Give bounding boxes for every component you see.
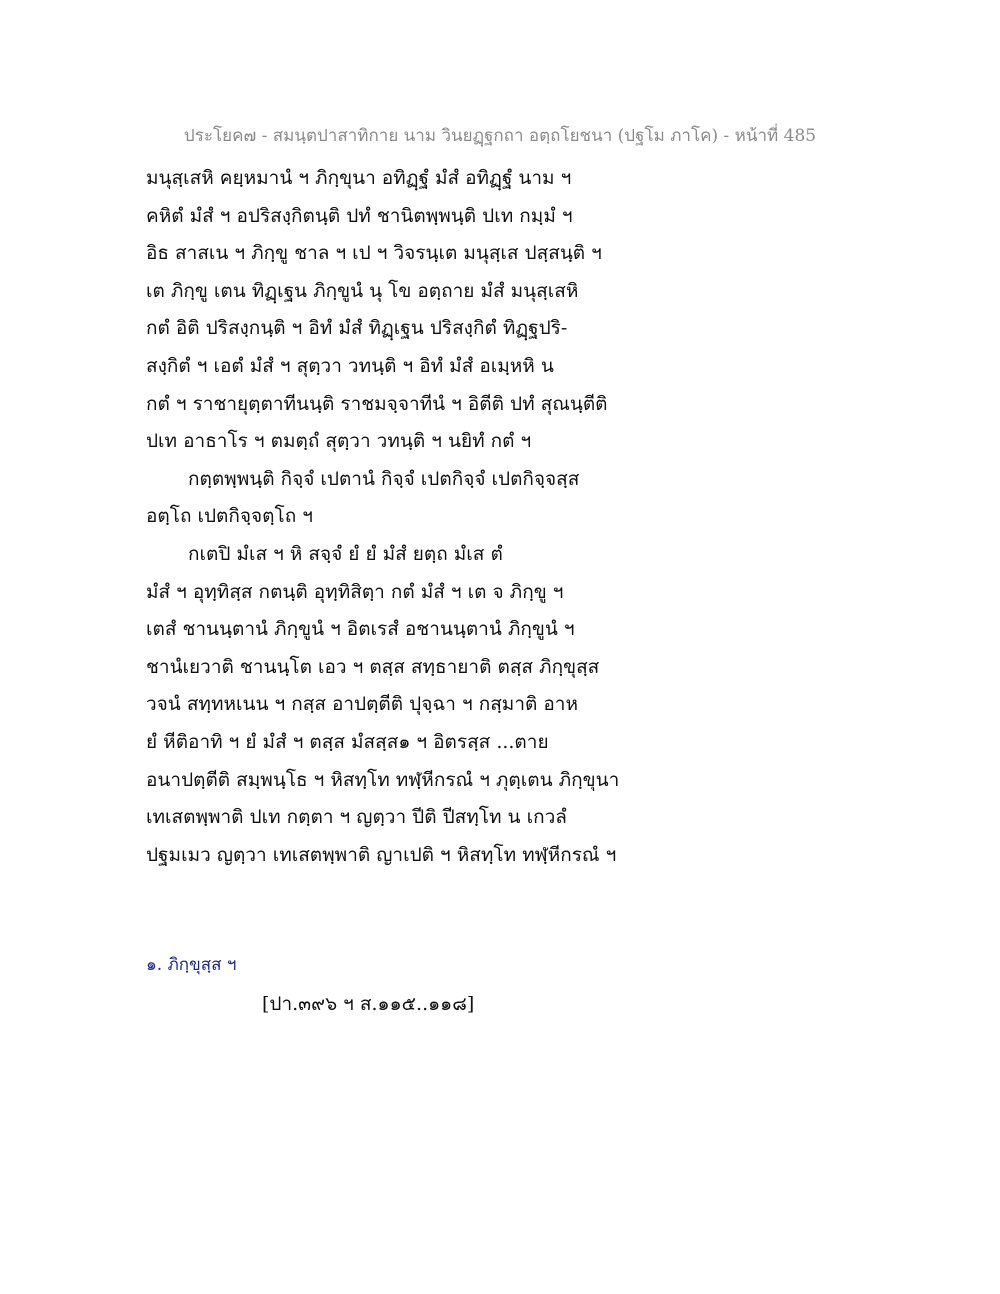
body-text [146,160,706,874]
page-reference: [ปา.๓๙๖ ฯ ส.๑๑๕..๑๑๘] [262,993,475,1015]
text-line: ปเท อาธาโร ฯ ตมตฺถํ สุตฺวา วทนฺติ ฯ นยิทํ กตํ ฯ [146,430,532,453]
text-line: กเตปิ มํเส ฯ หิ สจฺจํ ยํ ยํ มํสํ ยตฺถ มํเส ตํ [188,542,503,565]
text-line: คหิตํ มํสํ ฯ อปริสงฺกิตนฺติ ปทํ ชานิตพฺพนฺติ ปเท กมฺมํ ฯ [146,204,573,227]
text-line: ยํ หีติอาทิ ฯ ยํ มํสํ ฯ ตสฺส มํสสฺส๑ ฯ อิตรสฺส ...ตาย [146,730,549,753]
text-line: มํสํ ฯ อุทฺทิสฺส กตนฺติ อุทฺทิสิตฺา กตํ มํสํ ฯ เต จ ภิกฺขู ฯ [146,580,564,603]
text-line: อตฺโถ เปตกิจฺจตฺโถ ฯ [146,505,313,528]
paragraph-2 [146,461,706,536]
text-line: เต ภิกฺขู เตน ทิฏฺเฐน ภิกฺขูนํ นุ โข อตฺถาย มํสํ มนุสฺเสหิ [146,279,579,302]
page-header: ประโยค๗ - สมนฺตปาสาทิกาย นาม วินยฏฺฐกถา อตฺถโยชนา (ปฐโม ภาโค) - หน้าที่ 485 [183,126,817,146]
text-line: กตํ อิติ ปริสงฺกนฺติ ฯ อิทํ มํสํ ทิฏฺเฐน ปริสงฺกิตํ ทิฏฺฐปริ- [146,317,568,340]
text-line: กตํ ฯ ราชายุตฺตาทีนนฺติ ราชมจฺจาทีนํ ฯ อิตีติ ปทํ สุณนฺตีติ [146,392,608,415]
text-line: ปฐมเมว ญตฺวา เทเสตพฺพาติ ญาเปติ ฯ หิสทฺโท ทฬฺหีกรณํ ฯ [146,843,617,866]
footnote: ๑. ภิกฺขุสฺส ฯ [146,955,237,975]
text-line: เตสํ ชานนฺตานํ ภิกฺขูนํ ฯ อิตเรสํ อชานนฺตานํ ภิกฺขูนํ ฯ [146,618,575,641]
text-line: อนาปตฺตีติ สมฺพนฺโธ ฯ หิสทฺโท ทฬฺหีกรณํ ฯ ภุตฺเตน ภิกฺขุนา [146,768,620,791]
text-line: กตฺตพฺพนฺติ กิจฺจํ เปตานํ กิจฺจํ เปตกิจฺจํ เปตกิจฺจสฺส [188,467,580,490]
text-line: เทเสตพฺพาติ ปเท กตฺตา ฯ ญตฺวา ปีติ ปีสทฺโท น เกวลํ [146,806,567,829]
paragraph-1 [146,160,706,461]
text-line: ชานํเยวาติ ชานนฺโต เอว ฯ ตสฺส สทฺธายาติ ตสฺส ภิกฺขุสฺส [146,655,600,678]
text-line: มนุสฺเสหิ คยฺหมานํ ฯ ภิกฺขุนา อทิฏฺฐํ มํสํ อทิฏฺฐํ นาม ฯ [146,167,572,189]
text-line: วจนํ สทฺทหเนน ฯ กสฺส อาปตฺตีติ ปุจฺฉา ฯ กสฺมาติ อาห [146,693,578,716]
text-line: อิธ สาสเน ฯ ภิกฺขู ชาล ฯ เป ฯ วิจรนฺเต มนุสฺเส ปสฺสนฺติ ฯ [146,242,602,265]
paragraph-3 [146,536,706,874]
text-line: สงฺกิตํ ฯ เอตํ มํสํ ฯ สุตฺวา วทนฺติ ฯ อิทํ มํสํ อเมฺหหิ น [146,354,554,377]
